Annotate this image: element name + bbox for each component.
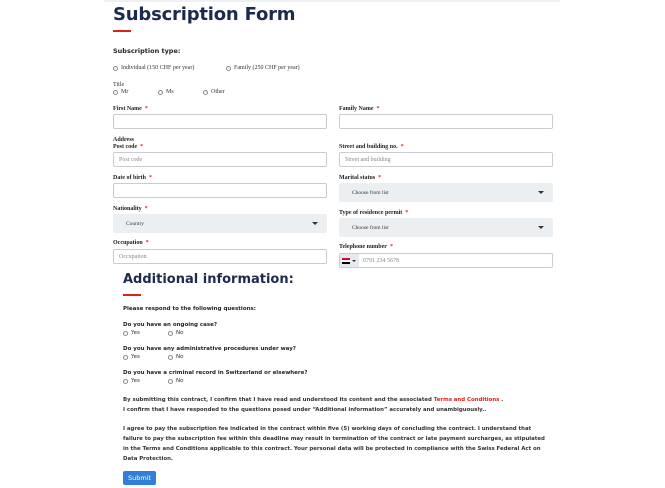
page-title: Subscription Form [113, 4, 296, 25]
radio-individual[interactable] [113, 65, 194, 71]
yes-label: Yes [131, 378, 140, 384]
radio-mr[interactable] [113, 89, 128, 95]
question-ongoing-case: Do you have an ongoing case? [123, 322, 218, 328]
subscription-type-label: Subscription type: [113, 47, 181, 55]
family-name-input[interactable] [339, 114, 553, 129]
residence-permit-label [339, 210, 408, 216]
radio-circle[interactable] [123, 331, 128, 336]
post-code-label [113, 144, 143, 150]
marital-status-value: Choose from list [352, 189, 389, 196]
question-criminal-record: Do you have a criminal record in Switzerland or elsewhere? [123, 370, 308, 376]
nationality-label [113, 206, 148, 212]
radio-yes[interactable] [123, 330, 140, 336]
required-mark: * [405, 210, 409, 216]
dob-label [113, 175, 152, 181]
radio-circle[interactable] [226, 66, 231, 71]
post-code-input[interactable] [113, 152, 327, 167]
additional-info-underline [123, 294, 141, 296]
radio-circle[interactable] [168, 379, 173, 384]
post-code-placeholder: Post code [119, 156, 143, 163]
telephone-placeholder: 0791 234 5678 [363, 257, 399, 264]
dob-input[interactable] [113, 183, 327, 198]
telephone-label-text: Telephone number [339, 244, 387, 250]
radio-no[interactable] [168, 330, 183, 336]
consent-prefix: By submitting this contract, I confirm that I have read and understood its content and the associated [123, 397, 434, 403]
radio-circle[interactable] [113, 90, 118, 95]
radio-other[interactable] [203, 89, 225, 95]
first-name-input[interactable] [113, 114, 327, 129]
required-mark: * [144, 106, 148, 112]
address-heading: Address [113, 137, 134, 143]
marital-status-select[interactable] [339, 183, 553, 202]
radio-circle[interactable] [203, 90, 208, 95]
radio-circle[interactable] [168, 331, 173, 336]
first-name-label [113, 106, 148, 112]
radio-ms[interactable] [158, 89, 174, 95]
caret-down-icon [352, 260, 356, 262]
radio-circle[interactable] [113, 66, 118, 71]
radio-circle[interactable] [123, 379, 128, 384]
telephone-label [339, 244, 393, 250]
post-code-label-text: Post code [113, 144, 138, 150]
caret-down-icon [538, 191, 544, 194]
payment-terms-text: I agree to pay the subscription fee indicated in the contract within five (5) working days of concluding the contract. I understand that failure to pay the subscription fee within this deadline may result in termination of the contract or late payment surcharges, as stipulated in the Terms and Conditions applicable to this contract. Your personal data will be protected in compliance with the Swiss Federal Act on Data Protection. [123, 426, 545, 462]
street-label [339, 144, 404, 150]
consent-line2: I confirm that I have responded to the questions posed under “Additional information” accurately and unambiguously.. [123, 407, 487, 413]
required-mark: * [378, 175, 382, 181]
residence-permit-value: Choose from list [352, 224, 389, 231]
terms-link[interactable]: Terms and Conditions [433, 397, 500, 403]
additional-info-title: Additional information: [123, 272, 294, 287]
required-mark: * [389, 244, 393, 250]
yes-label: Yes [131, 330, 140, 336]
required-mark: * [149, 175, 152, 181]
radio-no[interactable] [168, 354, 183, 360]
title-field-label: Title [113, 82, 125, 88]
street-label-text: Street and building no. [339, 144, 398, 150]
radio-no[interactable] [168, 378, 183, 384]
required-mark: * [140, 144, 144, 150]
country-code-selector[interactable] [340, 254, 359, 267]
radio-other-label: Other [211, 89, 225, 95]
no-label: No [176, 354, 184, 360]
nationality-label-text: Nationality [113, 206, 142, 212]
street-placeholder: Street and building [345, 156, 391, 163]
first-name-label-text: First Name [113, 106, 142, 112]
title-underline [113, 30, 131, 32]
radio-circle[interactable] [168, 355, 173, 360]
radio-individual-label: Individual (150 CHF per year) [121, 65, 195, 71]
consent-suffix: . [499, 397, 504, 403]
caret-down-icon [538, 226, 544, 229]
residence-permit-select[interactable] [339, 218, 553, 237]
dob-label-text: Date of birth [113, 175, 146, 181]
nationality-value: Country [126, 220, 145, 227]
required-mark: * [400, 144, 404, 150]
required-mark: * [145, 240, 149, 246]
submit-button[interactable]: Submit [123, 471, 156, 485]
no-label: No [176, 330, 184, 336]
radio-family[interactable] [226, 65, 300, 71]
radio-family-label: Family (250 CHF per year) [234, 65, 300, 71]
telephone-input[interactable] [339, 253, 553, 268]
radio-ms-label: Ms [166, 89, 174, 95]
family-name-label [339, 106, 380, 112]
consent-text [123, 395, 553, 415]
occupation-label [113, 240, 149, 246]
required-mark: * [376, 106, 380, 112]
radio-circle[interactable] [158, 90, 163, 95]
residence-permit-label-text: Type of residence permit [339, 210, 403, 216]
yes-label: Yes [131, 354, 140, 360]
family-name-label-text: Family Name [339, 106, 374, 112]
radio-yes[interactable] [123, 354, 140, 360]
occupation-label-text: Occupation [113, 240, 143, 246]
radio-circle[interactable] [123, 355, 128, 360]
nationality-select[interactable] [113, 214, 327, 233]
caret-down-icon [312, 222, 318, 225]
top-divider [104, 0, 560, 2]
marital-status-label [339, 175, 381, 181]
question-admin-procedures: Do you have any administrative procedures under way? [123, 346, 297, 352]
flag-icon [342, 258, 350, 264]
no-label: No [176, 378, 184, 384]
occupation-input[interactable] [113, 249, 327, 264]
required-mark: * [144, 206, 148, 212]
street-input[interactable] [339, 152, 553, 167]
radio-mr-label: Mr [121, 89, 129, 95]
occupation-placeholder: Occupation [119, 253, 147, 260]
questions-intro: Please respond to the following questions: [123, 306, 256, 312]
radio-yes[interactable] [123, 378, 140, 384]
marital-status-label-text: Marital status [339, 175, 376, 181]
